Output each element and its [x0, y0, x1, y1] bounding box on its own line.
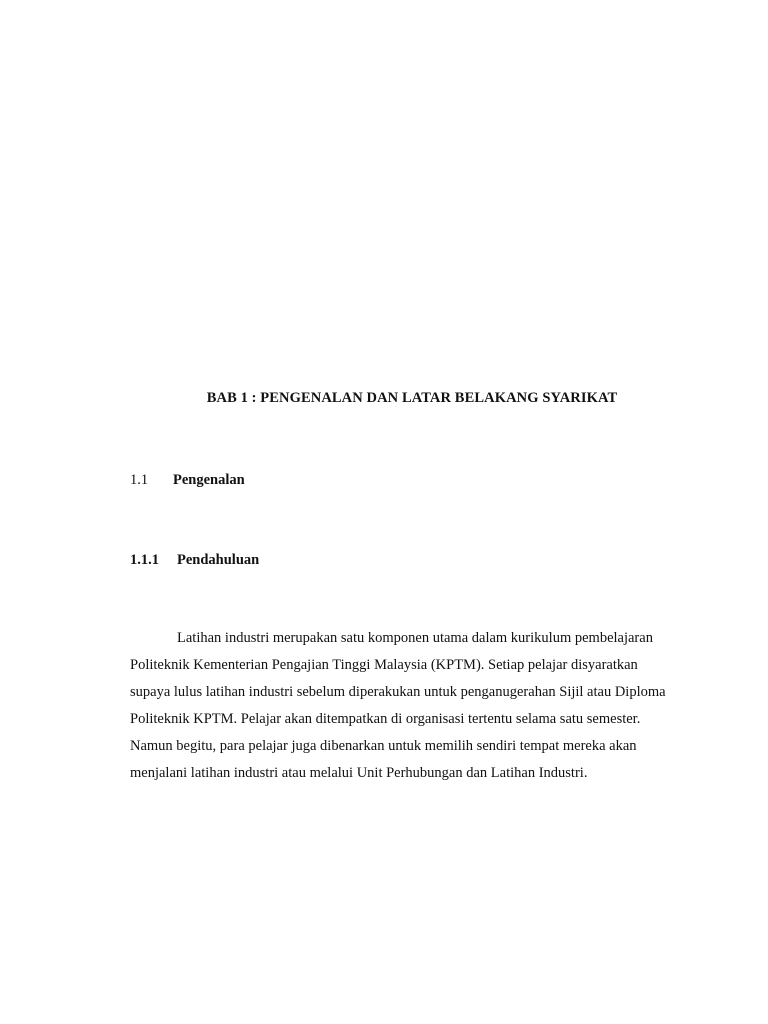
chapter-title: BAB 1 : PENGENALAN DAN LATAR BELAKANG SYARIKAT: [206, 390, 618, 406]
body-paragraph: [130, 625, 705, 787]
section-heading: [130, 471, 245, 489]
paragraph-line: Politeknik Kementerian Pengajian Tinggi Malaysia (KPTM). Setiap pelajar disyaratkan: [130, 657, 638, 673]
subsection-number: 1.1.1: [130, 552, 159, 568]
paragraph-line: supaya lulus latihan industri sebelum diperakukan untuk penganugerahan Sijil atau Diploma: [130, 684, 666, 700]
paragraph-line: Politeknik KPTM. Pelajar akan ditempatkan di organisasi tertentu selama satu semester.: [130, 711, 641, 727]
subsection-heading: [130, 551, 259, 569]
paragraph-line: Latihan industri merupakan satu komponen utama dalam kurikulum pembelajaran: [177, 630, 653, 646]
paragraph-line: Namun begitu, para pelajar juga dibenarkan untuk memilih sendiri tempat mereka akan: [130, 738, 637, 754]
subsection-title: Pendahuluan: [177, 552, 260, 568]
paragraph-line: menjalani latihan industri atau melalui Unit Perhubungan dan Latihan Industri.: [130, 765, 588, 781]
section-title: Pengenalan: [173, 472, 245, 488]
section-number: 1.1: [130, 472, 149, 488]
